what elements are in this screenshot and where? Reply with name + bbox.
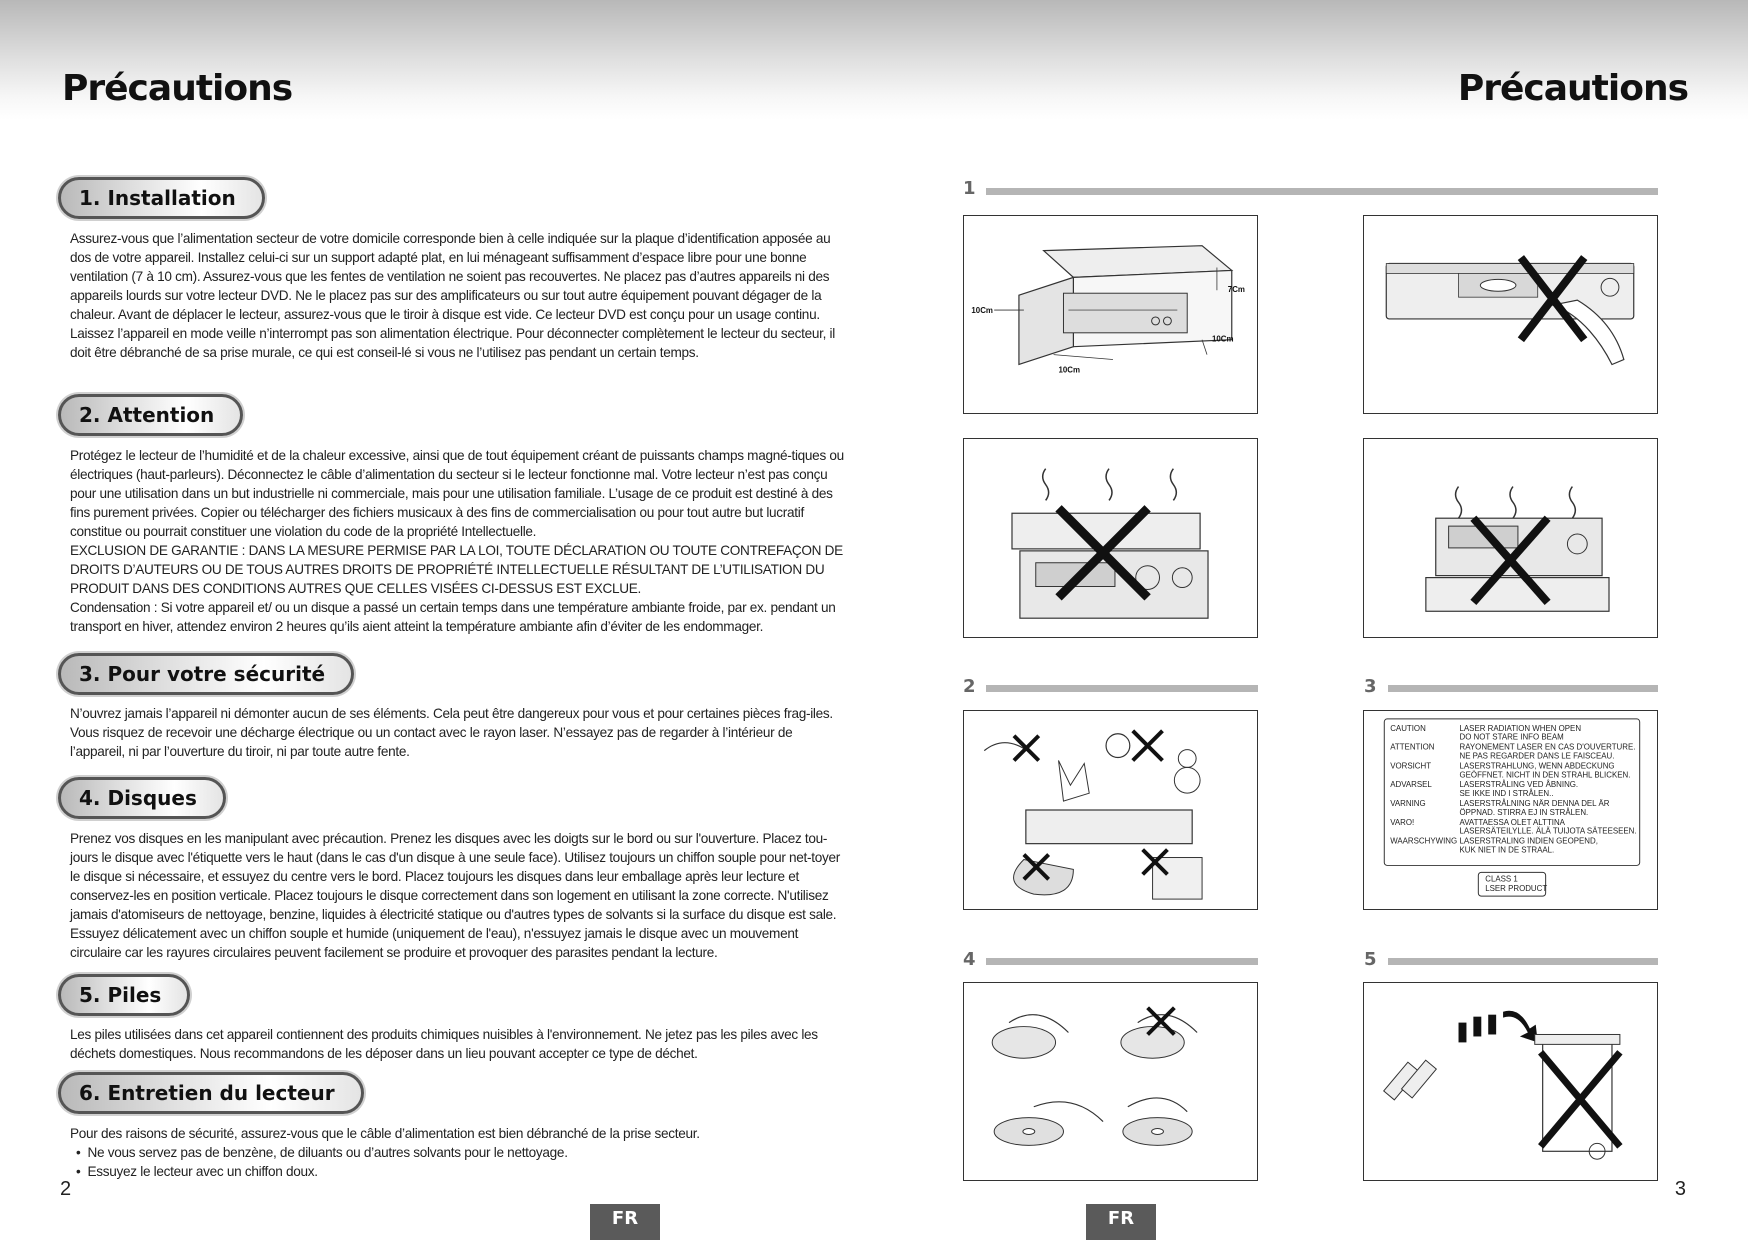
clearance-label-left: 10Cm [971, 306, 993, 316]
figure-rule-1 [986, 188, 1658, 195]
laser-row-language: ATTENTION [1390, 742, 1435, 752]
illustration-battery-disposal [1363, 982, 1658, 1181]
illustration-stack-warning-1 [963, 438, 1258, 638]
battery-disposal-drawing [1364, 983, 1657, 1180]
paragraph: Assurez-vous que l’alimentation secteur de votre domicile corresponde bien à celle indiquée sur la plaque d’identification apposée au dos de votre appareil. Installez celui-ci sur un support adapté plat, en lui ménageant suffisamment d’espace libre pour une bonne ventilation (7 à 10 cm). Assurez-vous que les fentes de ventilation ne soient pas recouvertes. Ne placez pas d’autres appareils ni des appareils lourds sur votre lecteur DVD. Ne le placez pas sur des amplificateurs ou sur tout autre équipement pouvant dégager de la chaleur. Avant de déplacer le lecteur, assurez-vous que le tiroir à disque est vide. Ce lecteur DVD est conçu pour un usage continu. Laissez l’appareil en mode veille n’interrompt pas son alimentation électrique. Pour déconnecter complètement le lecteur du secteur, il doit être débranché de sa prise murale, ce qui est conseil-lé si vous ne l’utilisez pas pendant un certain temps. [70, 231, 835, 360]
laser-class-line-2: LSER PRODUCT [1485, 884, 1548, 894]
tray-warning-drawing [1364, 216, 1657, 413]
laser-row-text-2: DO NOT STARE INFO BEAM [1459, 732, 1564, 742]
paragraph: N’ouvrez jamais l’appareil ni démonter aucun de ses éléments. Cela peut être dangereux pour vous et pour certaines pièces frag-iles. Vous risquez de recevoir une décharge électrique ou un contact avec le rayon laser. N’essayez pas de regarder à l’intérieur de l’appareil, ni par l’ouverture du tiroir, ni par toute autre fente. [70, 706, 833, 759]
section-body-installation [70, 229, 850, 362]
illustration-environment-hazards [963, 710, 1258, 910]
page-number-left: 2 [60, 1178, 72, 1200]
language-tab-right: FR [1086, 1204, 1156, 1240]
bullet-item: • Essuyez le lecteur avec un chiffon doux. [70, 1162, 850, 1181]
illustration-tray-warning [1363, 215, 1658, 414]
figure-rule-2 [986, 685, 1258, 692]
figure-label-5: 5 [1364, 949, 1377, 970]
figure-label-4: 4 [963, 949, 976, 970]
illustration-clearance [963, 215, 1258, 414]
laser-row-text-2: LASERSÄTEILYLLE. ÄLÄ TUIJOTA SÄTEESEEN. [1459, 826, 1637, 836]
laser-row-language: VARO! [1390, 817, 1415, 827]
paragraph: Les piles utilisées dans cet appareil contiennent des produits chimiques nuisibles à l'environnement. Ne jetez pas les piles avec les déchets domestiques. Nous recommandons de les déposer dans un lieu pouvant accepter ce type de déchet. [70, 1027, 818, 1061]
figure-rule-3 [1388, 685, 1658, 692]
section-heading-entretien: 6. Entretien du lecteur [58, 1072, 364, 1114]
paragraph: Prenez vos disques en les manipulant avec précaution. Prenez les disques avec les doigts sur le bord ou sur l'ouverture. Placez tou-jours le disque avec l'étiquette vers le haut (dans le cas d'un disque à une seule face). Utilisez toujours un chiffon souple pour net-toyer le disque si nécessaire, et essuyez du centre vers le bord. Placez toujours les disques dans leur emballage après leur lecture et conservez-les en position verticale. Placez toujours le disque correctement dans son logement en utilisant la zone correcte. N'utilisez jamais d'atomiseurs de nettoyage, benzine, liquides à électricité statique ou d'autres types de solvants si la surface du disque est sale. Essuyez délicatement avec un chiffon souple et humide (uniquement de l'eau), n'essuyez jamais le disque avec un mouvement circulaire car les rayures circulaires peuvent facilement se produire et provoquer des parasites pendant la lecture. [70, 831, 840, 960]
paragraph: Protégez le lecteur de l’humidité et de la chaleur excessive, ainsi que de tout équipement créant de puissants champs magné-tiques ou électriques (haut-parleurs). Déconnectez le câble d’alimentation du secteur si le lecteur fonctionne mal. Votre lecteur n’est pas conçu pour une utilisation dans un but industrielle ni commerciale, mais pour une utilisation familiale. L’usage de ce produit est destiné à des fins purement privées. Copier ou télécharger des fichiers musicaux à des fins de commercialisation ou pour tout autre but lucratif constitue ou pourrait constituer une violation du code de la propriété Intellectuelle. [70, 448, 844, 539]
laser-row-text-1: LASERSTRALING INDIEN GEOPEND, [1459, 836, 1598, 846]
laser-class-line-1: CLASS 1 [1485, 874, 1518, 884]
laser-row-language: CAUTION [1390, 723, 1426, 733]
paragraph: Pour des raisons de sécurité, assurez-vous que le câble d’alimentation est bien débranché de la prise secteur. [70, 1126, 700, 1141]
clearance-label-top: 7Cm [1227, 285, 1245, 295]
stack-warning-drawing-1 [964, 439, 1257, 637]
figure-label-1: 1 [963, 178, 976, 199]
figure-label-3: 3 [1364, 676, 1377, 697]
figure-rule-4 [986, 958, 1258, 965]
laser-row-language: VARNING [1390, 799, 1426, 809]
laser-row-text-1: LASERSTRAHLUNG, WENN ABDECKUNG [1459, 761, 1615, 771]
figure-label-2: 2 [963, 676, 976, 697]
laser-row-language: VORSICHT [1390, 761, 1432, 771]
clearance-diagram [964, 216, 1257, 413]
page-number-right: 3 [1674, 1178, 1686, 1200]
laser-row-text-1: RAYONEMENT LASER EN CAS D'OUVERTURE. [1459, 742, 1636, 752]
laser-row-text-1: LASERSTRÅLING VED ÅBNING. [1459, 780, 1579, 790]
illustration-laser-label [1363, 710, 1658, 910]
paragraph-warranty: EXCLUSION DE GARANTIE : DANS LA MESURE PERMISE PAR LA LOI, TOUTE DÉCLARATION OU TOUTE CONTREFAÇON DE DROITS D’AUTEURS OU DE TOUS AUTRES DROITS DE PROPRIÉTÉ INTELLECTUELLE RÉSULTANT DE L’UTILISATION DU PRODUIT DANS DES CONDITIONS AUTRES QUE CELLES VISÉES CI-DESSUS EST EXCLUE. [70, 543, 843, 596]
illustration-stack-warning-2 [1363, 438, 1658, 638]
laser-row-text-2: SE IKKE IND I STRÅLEN.. [1459, 789, 1554, 799]
page-title-left: Précautions [62, 68, 293, 109]
section-heading-attention: 2. Attention [58, 394, 243, 436]
laser-row-text-2: ÖPPNAD. STIRRA EJ IN STRÅLEN. [1459, 807, 1589, 817]
laser-row-text-1: LASERSTRÅLNING NÄR DENNA DEL ÄR [1459, 799, 1610, 809]
language-tab-left: FR [590, 1204, 660, 1240]
figure-rule-5 [1388, 958, 1658, 965]
laser-row-text-2: NE PAS REGARDER DANS LE FAISCEAU. [1459, 751, 1615, 761]
section-heading-securite: 3. Pour votre sécurité [58, 653, 354, 695]
environment-hazards-drawing [964, 711, 1257, 909]
section-heading-disques: 4. Disques [58, 777, 226, 819]
laser-row-text-1: LASER RADIATION WHEN OPEN [1459, 723, 1582, 733]
section-body-attention [70, 446, 850, 636]
clearance-label-right: 10Cm [1211, 334, 1234, 344]
laser-row-language: WAARSCHYWING [1390, 836, 1458, 846]
section-body-disques [70, 829, 850, 962]
laser-label-drawing [1364, 711, 1657, 909]
laser-row-language: ADVARSEL [1390, 780, 1432, 790]
disc-handling-drawing [964, 983, 1257, 1180]
page-title-right: Précautions [1457, 68, 1688, 109]
section-body-securite [70, 704, 850, 761]
section-body-piles [70, 1025, 850, 1063]
bullet-item: • Ne vous servez pas de benzène, de diluants ou d’autres solvants pour le nettoyage. [70, 1143, 850, 1162]
paragraph-condensation: Condensation : Si votre appareil et/ ou un disque a passé un certain temps dans une température ambiante froide, par ex. pendant un transport en hiver, attendez environ 2 heures qu’ils aient atteint la température ambiante afin d’éviter de les endommager. [70, 600, 836, 634]
laser-row-text-2: KUK NIET IN DE STRAAL. [1459, 845, 1555, 855]
laser-row-text-2: GEÖFFNET. NICHT IN DEN STRAHL BLICKEN. [1459, 770, 1631, 780]
illustration-disc-handling [963, 982, 1258, 1181]
bullet-list [70, 1143, 850, 1181]
section-body-entretien [70, 1124, 850, 1181]
section-heading-piles: 5. Piles [58, 974, 190, 1016]
stack-warning-drawing-2 [1364, 439, 1657, 637]
clearance-label-bottom: 10Cm [1058, 365, 1081, 375]
section-heading-installation: 1. Installation [58, 177, 265, 219]
laser-row-text-1: AVATTAESSA OLET ALTTINA [1459, 817, 1565, 827]
